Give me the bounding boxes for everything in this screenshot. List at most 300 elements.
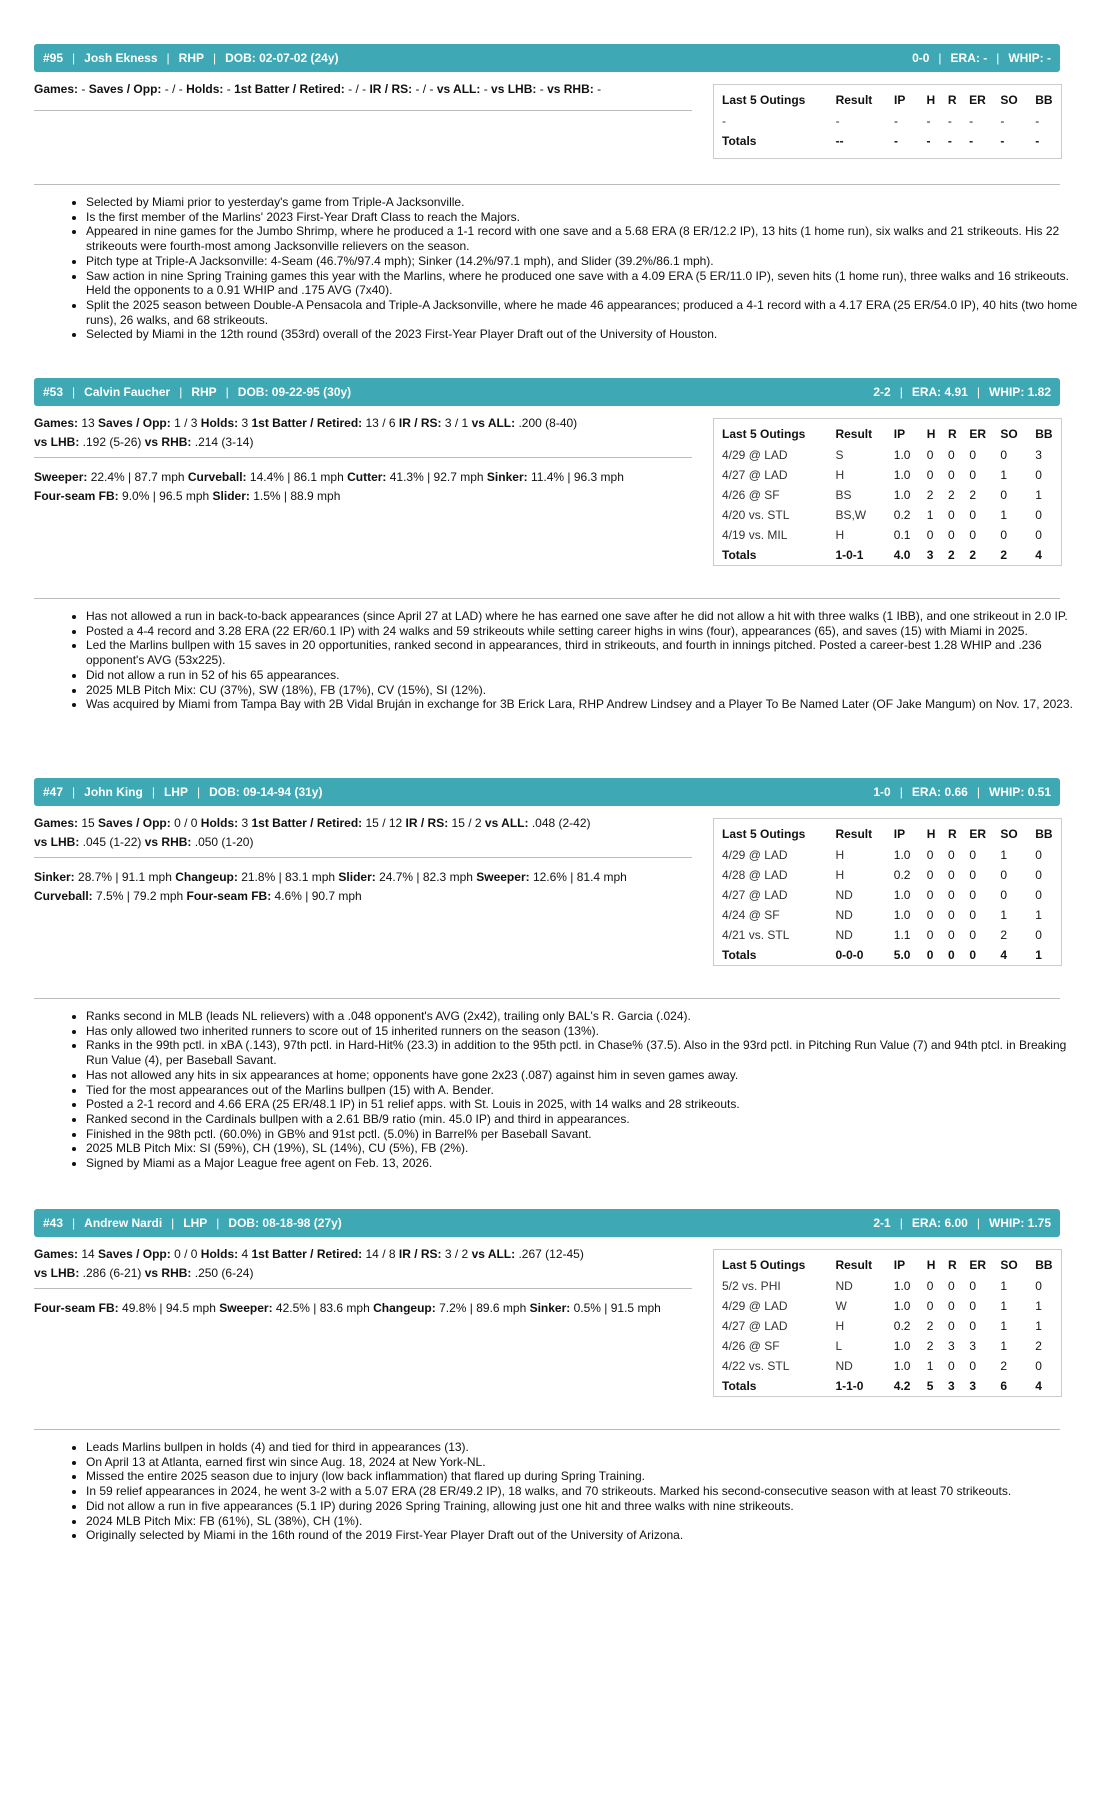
outing-stat: 3 bbox=[969, 1338, 976, 1353]
outing-stat: 1 bbox=[1000, 1298, 1008, 1313]
stat-value: 3 / 1 bbox=[441, 416, 472, 430]
note-item: • Leads Marlins bullpen in holds (4) and tied for third in appearances (13). bbox=[86, 1440, 1086, 1455]
stat-label: vs RHB: bbox=[144, 1266, 192, 1280]
stat-value: 14 / 8 bbox=[362, 1247, 399, 1261]
divider: | bbox=[213, 51, 217, 65]
last-five-outings-box bbox=[713, 1249, 1062, 1397]
outing-date: 4/27 @ LAD bbox=[722, 467, 788, 482]
stat-value: .267 (12-45) bbox=[515, 1247, 584, 1261]
outing-stat: 1.0 bbox=[893, 467, 911, 482]
stat-label: Curveball: bbox=[34, 889, 93, 903]
split-stat-line bbox=[34, 1264, 253, 1283]
outing-stat: 0 bbox=[1035, 1358, 1042, 1373]
note-item: • Has not allowed any hits in six appearances at home; opponents have gone 2x23 (.087) against him in seven games away. bbox=[86, 1068, 1086, 1083]
stat-value: 14 bbox=[78, 1247, 99, 1261]
outing-stat: 0 bbox=[1035, 467, 1042, 482]
stat-label: 1st Batter / Retired: bbox=[251, 816, 363, 830]
outing-stat: 0 bbox=[926, 847, 934, 862]
outing-date: 4/24 @ SF bbox=[722, 907, 780, 922]
outing-stat: 0 bbox=[1000, 867, 1008, 882]
note-item: • Posted a 4-4 record and 3.28 ERA (22 ER/60.1 IP) with 24 walks and 59 strikeouts while setting career highs in wins (four), appearances (65), and saves (15) with Miami in 2025. bbox=[86, 624, 1086, 639]
outing-row bbox=[722, 465, 1061, 485]
stat-value: 22.4% | 87.7 mph bbox=[87, 470, 188, 484]
note-item: • Has only allowed two inherited runners to score out of 15 inherited runners on the season (13%). bbox=[86, 1024, 1086, 1039]
outing-date: 4/26 @ SF bbox=[722, 487, 780, 502]
stat-value: - bbox=[223, 82, 235, 96]
date-of-birth: DOB: 09-14-94 (31y) bbox=[209, 785, 323, 799]
outing-date: 4/21 vs. STL bbox=[722, 927, 790, 942]
outings-body bbox=[722, 111, 1061, 151]
outing-result: BS,W bbox=[835, 507, 867, 522]
note-item: • Is the first member of the Marlins' 2023 First-Year Draft Class to reach the Majors. bbox=[86, 210, 1086, 225]
totals-stat: - bbox=[969, 133, 974, 148]
outing-stat: 1 bbox=[1035, 1298, 1042, 1313]
outing-row bbox=[722, 111, 1061, 131]
outing-stat: 1 bbox=[1000, 1318, 1008, 1333]
outing-stat: 0 bbox=[948, 927, 955, 942]
outing-row bbox=[722, 865, 1061, 885]
outing-date: - bbox=[722, 113, 726, 128]
column-header: SO bbox=[1000, 93, 1018, 107]
outing-stat: 0 bbox=[1035, 887, 1042, 902]
divider: | bbox=[72, 1216, 76, 1230]
outing-stat: 0 bbox=[948, 887, 955, 902]
outing-stat: 2 bbox=[948, 487, 955, 502]
stat-label: Holds: bbox=[200, 816, 239, 830]
stat-value: 4.6% | 90.7 mph bbox=[271, 889, 362, 903]
stat-label: vs ALL: bbox=[471, 1247, 516, 1261]
stat-value: - / - bbox=[344, 82, 370, 96]
stat-label: IR / RS: bbox=[369, 82, 413, 96]
totals-stat: 1 bbox=[1035, 947, 1042, 962]
outing-stat: 2 bbox=[926, 1318, 934, 1333]
outing-stat: 1.0 bbox=[893, 447, 911, 462]
note-item: • Selected by Miami in the 12th round (353rd) overall of the 2023 First-Year Player Draft out of the University of Houston. bbox=[86, 327, 1086, 342]
stat-value: 3 bbox=[238, 416, 252, 430]
totals-stat: 3 bbox=[926, 547, 934, 562]
whip-value: WHIP: 0.51 bbox=[988, 785, 1051, 799]
stat-value: .045 (1-22) bbox=[79, 835, 145, 849]
outing-stat: 0 bbox=[969, 1318, 976, 1333]
totals-stat: 5 bbox=[926, 1378, 934, 1393]
stat-label: 1st Batter / Retired: bbox=[234, 82, 345, 96]
stat-value: - / - bbox=[412, 82, 437, 96]
note-item: • Selected by Miami prior to yesterday's game from Triple-A Jacksonville. bbox=[86, 195, 1086, 210]
column-header: H bbox=[926, 93, 936, 107]
column-header: Result bbox=[835, 93, 873, 107]
outing-stat: 2 bbox=[1035, 1338, 1042, 1353]
pitch-mix-line bbox=[34, 468, 624, 487]
outing-stat: 0 bbox=[1035, 527, 1042, 542]
header-left bbox=[43, 1216, 342, 1230]
outing-stat: - bbox=[1000, 113, 1005, 128]
stat-value: 7.5% | 79.2 mph bbox=[92, 889, 187, 903]
column-header: BB bbox=[1035, 827, 1053, 841]
last-five-outings-box bbox=[713, 84, 1062, 159]
column-header: R bbox=[948, 827, 957, 841]
totals-stat: 0 bbox=[926, 947, 934, 962]
totals-stat: -- bbox=[835, 133, 844, 148]
stat-value: .048 (2-42) bbox=[528, 816, 591, 830]
totals-label: Totals bbox=[722, 947, 757, 962]
totals-row bbox=[722, 945, 1061, 965]
outing-stat: 1.0 bbox=[893, 1278, 911, 1293]
stat-value: 3 / 2 bbox=[441, 1247, 472, 1261]
stat-value: 15 / 2 bbox=[448, 816, 485, 830]
outing-stat: 2 bbox=[926, 1338, 934, 1353]
totals-label: Totals bbox=[722, 1378, 757, 1393]
outing-stat: 1 bbox=[1000, 507, 1008, 522]
stat-label: Saves / Opp: bbox=[98, 416, 171, 430]
divider: | bbox=[151, 785, 155, 799]
outing-stat: 0 bbox=[926, 1278, 934, 1293]
stat-value: 1.5% | 88.9 mph bbox=[249, 489, 341, 503]
divider: | bbox=[166, 51, 170, 65]
stat-label: Changeup: bbox=[175, 870, 238, 884]
outing-stat: 1 bbox=[1000, 847, 1008, 862]
outing-stat: 1 bbox=[1000, 1338, 1008, 1353]
outings-body bbox=[722, 845, 1061, 965]
outing-result: S bbox=[835, 447, 844, 462]
outing-stat: 1.0 bbox=[893, 1298, 911, 1313]
last-five-outings-box bbox=[713, 818, 1062, 966]
whip-value: WHIP: 1.82 bbox=[988, 385, 1051, 399]
outings-header bbox=[722, 827, 1061, 845]
stat-value: 0 / 0 bbox=[170, 1247, 201, 1261]
player-name: Josh Ekness bbox=[84, 51, 158, 65]
column-header: Last 5 Outings bbox=[722, 1258, 806, 1272]
note-item: • Led the Marlins bullpen with 15 saves in 20 opportunities, ranked second in appearances, third in strikeouts, and fourth in innings pitched. Posted a career-best 1.28 WHIP and .236 opponent's AVG (53x225). bbox=[86, 638, 1086, 667]
divider: | bbox=[899, 785, 903, 799]
outings-header bbox=[722, 427, 1061, 445]
stat-label: vs RHB: bbox=[144, 835, 192, 849]
player-number: #95 bbox=[43, 51, 64, 65]
stat-label: Curveball: bbox=[187, 470, 247, 484]
outing-stat: 1.0 bbox=[893, 847, 911, 862]
stat-label: Games: bbox=[34, 82, 79, 96]
throwing-hand: RHP bbox=[191, 385, 217, 399]
outing-stat: - bbox=[926, 113, 931, 128]
outing-stat: 0 bbox=[969, 1298, 976, 1313]
era-value: ERA: - bbox=[950, 51, 988, 65]
outing-stat: 0 bbox=[926, 1298, 934, 1313]
column-header: IP bbox=[893, 827, 906, 841]
stat-value: 9.0% | 96.5 mph bbox=[118, 489, 213, 503]
outing-stat: 0.2 bbox=[893, 1318, 911, 1333]
totals-stat: - bbox=[894, 133, 899, 148]
outing-stat: 1 bbox=[926, 507, 934, 522]
note-item: • Tied for the most appearances out of the Marlins bullpen (15) with A. Bender. bbox=[86, 1083, 1086, 1098]
era-value: ERA: 0.66 bbox=[911, 785, 968, 799]
divider: | bbox=[225, 385, 229, 399]
stat-label: IR / RS: bbox=[398, 416, 442, 430]
column-header: H bbox=[926, 827, 936, 841]
header-row bbox=[722, 1258, 1061, 1276]
stat-label: Four-seam FB: bbox=[34, 1301, 119, 1315]
outing-result: H bbox=[835, 867, 845, 882]
win-loss-record: 0-0 bbox=[912, 51, 930, 65]
divider: | bbox=[996, 51, 1000, 65]
divider: | bbox=[72, 51, 76, 65]
outing-stat: 0 bbox=[948, 907, 955, 922]
stat-label: vs LHB: bbox=[34, 1266, 80, 1280]
stat-label: Games: bbox=[34, 1247, 79, 1261]
outing-stat: 1.0 bbox=[893, 907, 911, 922]
column-header: Last 5 Outings bbox=[722, 827, 806, 841]
pitch-mix-line bbox=[34, 887, 362, 906]
divider: | bbox=[899, 385, 903, 399]
stat-value: 3 bbox=[238, 816, 252, 830]
column-header: SO bbox=[1000, 1258, 1018, 1272]
outing-stat: 0 bbox=[1000, 527, 1008, 542]
outing-row bbox=[722, 485, 1061, 505]
column-header: SO bbox=[1000, 427, 1018, 441]
stat-value: 49.8% | 94.5 mph bbox=[118, 1301, 220, 1315]
column-header: R bbox=[948, 427, 957, 441]
outing-date: 4/27 @ LAD bbox=[722, 887, 788, 902]
stat-label: vs LHB: bbox=[34, 835, 80, 849]
outings-body bbox=[722, 1276, 1061, 1396]
outing-row bbox=[722, 925, 1061, 945]
outing-date: 4/29 @ LAD bbox=[722, 1298, 788, 1313]
column-header: ER bbox=[969, 427, 986, 441]
outing-stat: 0 bbox=[948, 1358, 955, 1373]
header-left bbox=[43, 51, 339, 65]
outing-date: 4/28 @ LAD bbox=[722, 867, 788, 882]
outings-table bbox=[722, 93, 1061, 151]
stat-value: 41.3% | 92.7 mph bbox=[386, 470, 487, 484]
outing-stat: 0 bbox=[926, 907, 934, 922]
stat-label: vs LHB: bbox=[491, 82, 537, 96]
header-left bbox=[43, 785, 322, 799]
totals-stat: 2 bbox=[969, 547, 976, 562]
header-row bbox=[722, 93, 1061, 111]
outing-result: ND bbox=[835, 1278, 853, 1293]
stat-label: vs ALL: bbox=[484, 816, 529, 830]
outing-stat: 0 bbox=[948, 867, 955, 882]
stat-label: vs RHB: bbox=[547, 82, 594, 96]
outing-stat: 0 bbox=[969, 467, 976, 482]
totals-stat: 6 bbox=[1000, 1378, 1008, 1393]
outing-stat: 0 bbox=[969, 927, 976, 942]
notes-list bbox=[54, 195, 1086, 342]
stat-value: .250 (6-24) bbox=[191, 1266, 254, 1280]
outing-stat: 3 bbox=[948, 1338, 955, 1353]
note-item: • Posted a 2-1 record and 4.66 ERA (25 ER/48.1 IP) in 51 relief apps. with St. Louis in 2025, with 14 walks and 28 strikeouts. bbox=[86, 1097, 1086, 1112]
column-header: IP bbox=[893, 427, 906, 441]
outing-stat: 0 bbox=[948, 447, 955, 462]
outing-stat: 0 bbox=[926, 887, 934, 902]
outing-stat: 0 bbox=[969, 447, 976, 462]
outing-row bbox=[722, 1336, 1061, 1356]
outing-row bbox=[722, 525, 1061, 545]
stat-label: Games: bbox=[34, 816, 79, 830]
totals-stat: 4.0 bbox=[893, 547, 911, 562]
season-stat-line bbox=[34, 80, 601, 99]
outing-stat: 0 bbox=[926, 467, 934, 482]
totals-stat: 0 bbox=[969, 947, 976, 962]
outing-result: ND bbox=[835, 887, 853, 902]
player-name: Calvin Faucher bbox=[84, 385, 171, 399]
stat-label: Cutter: bbox=[347, 470, 387, 484]
outing-stat: - bbox=[894, 113, 899, 128]
outing-stat: 1 bbox=[1000, 467, 1008, 482]
note-item: • On April 13 at Atlanta, earned first win since Aug. 18, 2024 at New York-NL. bbox=[86, 1455, 1086, 1470]
column-header: Last 5 Outings bbox=[722, 93, 806, 107]
outing-row bbox=[722, 1276, 1061, 1296]
stat-label: 1st Batter / Retired: bbox=[251, 1247, 363, 1261]
note-item: • Ranked second in the Cardinals bullpen with a 2.61 BB/9 ratio (min. 45.0 IP) and third in appearances. bbox=[86, 1112, 1086, 1127]
stat-label: 1st Batter / Retired: bbox=[251, 416, 363, 430]
column-header: IP bbox=[894, 93, 906, 107]
stat-label: Holds: bbox=[200, 416, 239, 430]
note-item: • In 59 relief appearances in 2024, he went 3-2 with a 5.07 ERA (28 ER/49.2 IP), 18 walks, and 70 strikeouts. Marked his second-consecutive season with at least 70 strikeouts. bbox=[86, 1484, 1086, 1499]
outing-stat: 0 bbox=[969, 847, 976, 862]
pitcher-header bbox=[34, 378, 1060, 406]
outing-result: H bbox=[835, 527, 845, 542]
stat-label: Holds: bbox=[186, 82, 224, 96]
outing-row bbox=[722, 505, 1061, 525]
totals-stat: 2 bbox=[1000, 547, 1008, 562]
outing-stat: 0 bbox=[926, 447, 934, 462]
totals-stat: 4 bbox=[1035, 547, 1042, 562]
stat-label: vs LHB: bbox=[34, 435, 80, 449]
stat-label: Changeup: bbox=[373, 1301, 436, 1315]
stat-value: 14.4% | 86.1 mph bbox=[246, 470, 348, 484]
section-divider bbox=[34, 998, 1060, 999]
totals-stat: - bbox=[1000, 133, 1005, 148]
divider: | bbox=[179, 385, 183, 399]
totals-stat: 4 bbox=[1035, 1378, 1042, 1393]
header-right bbox=[873, 1216, 1051, 1230]
outing-result: ND bbox=[835, 927, 853, 942]
column-header: SO bbox=[1000, 827, 1018, 841]
outing-date: 4/22 vs. STL bbox=[722, 1358, 790, 1373]
section-divider bbox=[34, 184, 1060, 185]
divider: | bbox=[938, 51, 942, 65]
outing-result: H bbox=[835, 467, 845, 482]
section-divider bbox=[34, 1429, 1060, 1430]
outing-stat: 0.2 bbox=[893, 867, 911, 882]
outing-row bbox=[722, 445, 1061, 465]
outing-stat: 0 bbox=[969, 887, 976, 902]
header-left bbox=[43, 385, 351, 399]
stat-label: Saves / Opp: bbox=[98, 816, 171, 830]
season-stat-line bbox=[34, 1245, 584, 1264]
totals-stat: 4 bbox=[1000, 947, 1008, 962]
note-item: • Saw action in nine Spring Training games this year with the Marlins, where he produced one save with a 4.09 ERA (5 ER/11.0 IP), seven hits (1 home run), three walks and 16 strikeouts. Held the opponents to a 0.91 WHIP and .175 AVG (7x40). bbox=[86, 269, 1086, 298]
stat-value: 0.5% | 91.5 mph bbox=[570, 1301, 661, 1315]
column-header: Result bbox=[835, 1258, 873, 1272]
outing-stat: 0 bbox=[948, 467, 955, 482]
outing-stat: 0 bbox=[1035, 847, 1042, 862]
outings-header bbox=[722, 93, 1061, 111]
outing-stat: 0 bbox=[926, 527, 934, 542]
note-item: • Missed the entire 2025 season due to injury (low back inflammation) that flared up during Spring Training. bbox=[86, 1469, 1086, 1484]
note-item: • Ranks second in MLB (leads NL relievers) with a .048 opponent's AVG (2x42), trailing only BAL's R. Garcia (.024). bbox=[86, 1009, 1086, 1024]
outing-stat: 0 bbox=[948, 1298, 955, 1313]
outing-row bbox=[722, 905, 1061, 925]
header-right bbox=[873, 385, 1051, 399]
stat-value: - / - bbox=[161, 82, 187, 96]
outing-stat: 1.1 bbox=[893, 927, 911, 942]
pitcher-header bbox=[34, 778, 1060, 806]
outing-stat: 1.0 bbox=[893, 487, 911, 502]
date-of-birth: DOB: 08-18-98 (27y) bbox=[228, 1216, 342, 1230]
outing-stat: 1.0 bbox=[893, 1338, 911, 1353]
outing-stat: 1 bbox=[926, 1358, 934, 1373]
totals-stat: - bbox=[947, 133, 952, 148]
outing-stat: 0 bbox=[948, 847, 955, 862]
outing-result: L bbox=[835, 1338, 843, 1353]
divider-line bbox=[34, 110, 692, 111]
totals-stat: 1-0-1 bbox=[835, 547, 864, 562]
outing-result: ND bbox=[835, 1358, 853, 1373]
outing-date: 4/29 @ LAD bbox=[722, 847, 788, 862]
outing-result: ND bbox=[835, 907, 853, 922]
throwing-hand: LHP bbox=[183, 1216, 208, 1230]
pitch-mix-line bbox=[34, 868, 627, 887]
divider: | bbox=[72, 385, 76, 399]
outings-body bbox=[722, 445, 1061, 565]
pitch-mix-line bbox=[34, 487, 340, 506]
era-value: ERA: 6.00 bbox=[911, 1216, 968, 1230]
stat-value: 1 / 3 bbox=[170, 416, 201, 430]
outing-stat: 1 bbox=[1000, 1278, 1008, 1293]
outing-stat: 2 bbox=[1000, 1358, 1008, 1373]
stat-value: - bbox=[480, 82, 492, 96]
stat-label: IR / RS: bbox=[398, 1247, 442, 1261]
pitcher-header bbox=[34, 44, 1060, 72]
section-divider bbox=[34, 598, 1060, 599]
stat-value: .214 (3-14) bbox=[191, 435, 254, 449]
column-header: R bbox=[948, 1258, 957, 1272]
outing-result: H bbox=[835, 1318, 845, 1333]
note-item: • Ranks in the 99th pctl. in xBA (.143), 97th pctl. in Hard-Hit% (23.3) in addition to the 95th pctl. in Chase% (37.5). Also in the 93rd pctl. in Pitching Run Value (7) and 94th ptcl. in Breaking Run Value (4), per Baseball Savant. bbox=[86, 1038, 1086, 1067]
outings-table bbox=[722, 1258, 1061, 1396]
outing-stat: 2 bbox=[969, 487, 976, 502]
divider: | bbox=[976, 785, 980, 799]
stat-label: Sweeper: bbox=[34, 470, 88, 484]
outing-row bbox=[722, 1356, 1061, 1376]
outing-date: 4/26 @ SF bbox=[722, 1338, 780, 1353]
pitcher-header bbox=[34, 1209, 1060, 1237]
stat-label: Sinker: bbox=[486, 470, 528, 484]
stat-label: Four-seam FB: bbox=[186, 889, 272, 903]
outing-stat: 0 bbox=[1035, 867, 1042, 882]
totals-label: Totals bbox=[722, 547, 757, 562]
notes-list bbox=[54, 1009, 1086, 1171]
outing-stat: 0 bbox=[969, 1358, 976, 1373]
outing-stat: 1.0 bbox=[893, 887, 911, 902]
column-header: ER bbox=[969, 93, 986, 107]
outing-stat: 0 bbox=[1000, 447, 1008, 462]
stat-label: Games: bbox=[34, 416, 79, 430]
column-header: Last 5 Outings bbox=[722, 427, 806, 441]
divider: | bbox=[899, 1216, 903, 1230]
stat-value: 24.7% | 82.3 mph bbox=[375, 870, 477, 884]
totals-row bbox=[722, 1376, 1061, 1396]
note-item: • 2025 MLB Pitch Mix: CU (37%), SW (18%), FB (17%), CV (15%), SI (12%). bbox=[86, 683, 1086, 698]
outing-result: W bbox=[835, 1298, 847, 1313]
column-header: BB bbox=[1035, 1258, 1053, 1272]
stat-value: 12.6% | 81.4 mph bbox=[529, 870, 627, 884]
stat-value: 42.5% | 83.6 mph bbox=[272, 1301, 374, 1315]
notes-list bbox=[54, 1440, 1086, 1543]
note-item: • Did not allow a run in 52 of his 65 appearances. bbox=[86, 668, 1086, 683]
totals-row bbox=[722, 545, 1061, 565]
stat-label: Sweeper: bbox=[476, 870, 530, 884]
